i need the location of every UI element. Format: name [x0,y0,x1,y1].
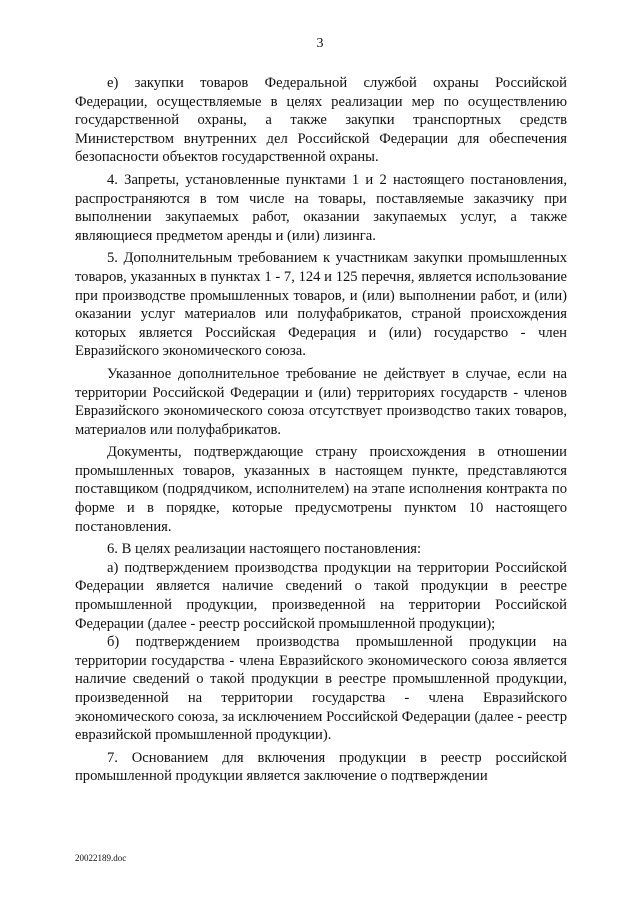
paragraph-clause-4: 4. Запреты, установленные пунктами 1 и 2 настоящего постановления, распространяются в том числе на товары, поставляемые заказчику при выполнении закупаемых работ, оказании закупаемых услуг, а также являющиеся предметом аренды и (или) лизинга. [75,171,567,244]
paragraph-item-b: б) подтверждением производства промышленной продукции на территории государства - члена Евразийского экономического союза является наличие сведений о такой продукции в реестре промышленной продукции, произведенной на территории государства - члена Евразийского экономического союза, за исключением Российской Федерации (далее - реестр евразийской промышленной продукции). [75,634,567,744]
paragraph-item-a: а) подтверждением производства продукции на территории Российской Федерации является наличие сведений о такой продукции в реестре промышленной продукции, произведенной на территории Российской Федерации (далее - реестр российской промышленной продукции); [75,559,567,632]
paragraph-clause-5: 5. Дополнительным требованием к участникам закупки промышленных товаров, указанных в пунктах 1 - 7, 124 и 125 перечня, является использование при производстве промышленных товаров, и (или) выполнении работ, и (или) оказании услуг материалов или полуфабрикатов, страной происхождения которых является Российская Федерация и (или) государство - член Евразийского экономического союза. [75,250,567,360]
paragraph-item-e: е) закупки товаров Федеральной службой охраны Российской Федерации, осуществляемые в целях реализации мер по осуществлению государственной охраны, а также закупки транспортных средств Министерством внутренних дел Российской Федерации для обеспечения безопасности объектов государственной охраны. [75,75,567,166]
footer-filename: 20022189.doc [75,853,127,863]
paragraph-clause-6: 6. В целях реализации настоящего постановления: [107,541,422,558]
page-number: 3 [316,36,324,51]
document-body [75,74,567,786]
paragraph-clause-7: 7. Основанием для включения продукции в реестр российской промышленной продукции является заключение о подтверждении [75,749,567,785]
paragraph-documents: Документы, подтверждающие страну происхождения в отношении промышленных товаров, указанных в настоящем пункте, представляются поставщиком (подрядчиком, исполнителем) на этапе исполнения контракта по форме и в порядке, которые предусмотрены пунктом 10 настоящего постановления. [75,444,567,535]
paragraph-exception: Указанное дополнительное требование не действует в случае, если на территории Российской Федерации и (или) территориях государств - членов Евразийского экономического союза отсутствует производство таких товаров, материалов или полуфабрикатов. [75,365,567,438]
